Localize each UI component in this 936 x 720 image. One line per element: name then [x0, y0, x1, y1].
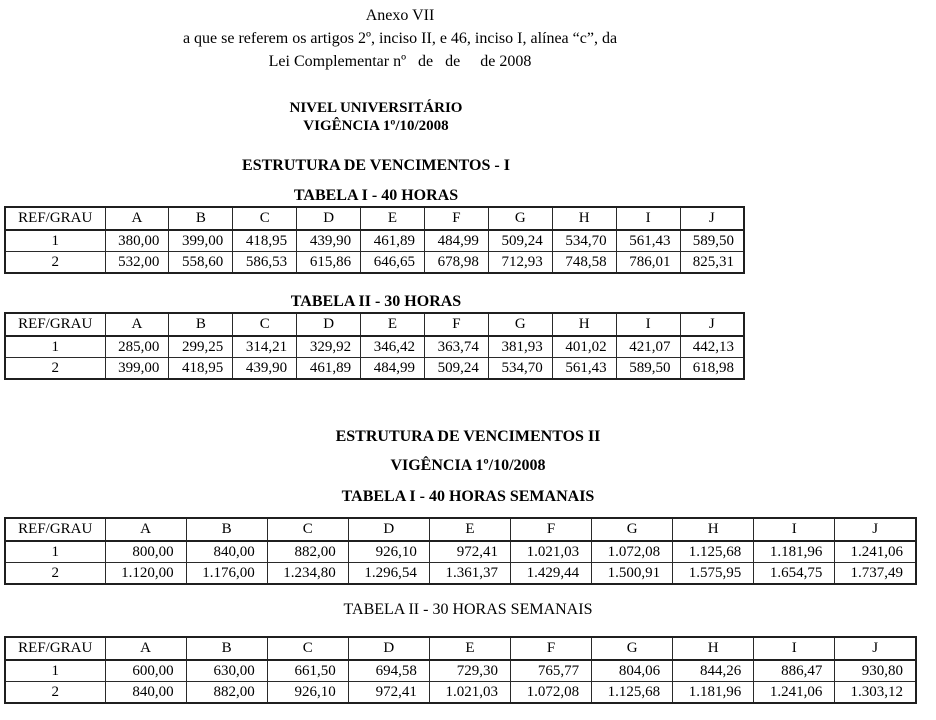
column-header: E: [361, 313, 425, 336]
value-cell: 381,93: [488, 336, 552, 358]
column-header: C: [233, 313, 297, 336]
value-cell: 712,93: [488, 252, 552, 274]
value-cell: 882,00: [267, 541, 348, 563]
column-header: I: [616, 313, 680, 336]
value-cell: 1.021,03: [429, 682, 510, 704]
document-header: [0, 4, 800, 73]
column-header: B: [169, 313, 233, 336]
ref-grau-cell: 2: [5, 563, 105, 585]
value-cell: 418,95: [169, 358, 233, 380]
salary-table-30-horas-semanais: [4, 636, 917, 704]
column-header: J: [680, 313, 744, 336]
value-cell: 1.303,12: [835, 682, 916, 704]
value-cell: 886,47: [754, 660, 835, 682]
column-header: E: [361, 207, 425, 230]
column-header: J: [835, 637, 916, 660]
value-cell: 840,00: [105, 682, 186, 704]
value-cell: 509,24: [488, 230, 552, 252]
value-cell: 1.234,80: [267, 563, 348, 585]
table1-title: TABELA I - 40 HORAS: [293, 187, 459, 204]
column-header: B: [186, 637, 267, 660]
value-cell: 1.021,03: [510, 541, 591, 563]
column-header: D: [348, 518, 429, 541]
value-cell: 586,53: [233, 252, 297, 274]
value-cell: 786,01: [616, 252, 680, 274]
ref-grau-cell: 1: [5, 660, 105, 682]
value-cell: 421,07: [616, 336, 680, 358]
value-cell: 534,70: [488, 358, 552, 380]
value-cell: 630,00: [186, 660, 267, 682]
ref-grau-cell: 2: [5, 252, 105, 274]
column-header: REF/GRAU: [5, 637, 105, 660]
column-header: I: [616, 207, 680, 230]
value-cell: 646,65: [361, 252, 425, 274]
salary-table-40-horas: [4, 206, 745, 274]
column-header: I: [754, 637, 835, 660]
value-cell: 534,70: [552, 230, 616, 252]
table-row: [5, 541, 916, 563]
value-cell: 800,00: [105, 541, 186, 563]
value-cell: 558,60: [169, 252, 233, 274]
column-header: C: [233, 207, 297, 230]
value-cell: 399,00: [169, 230, 233, 252]
value-cell: 442,13: [680, 336, 744, 358]
table2-title: TABELA II - 30 HORAS: [290, 293, 462, 310]
value-cell: 1.429,44: [510, 563, 591, 585]
table-header-row: [5, 637, 916, 660]
value-cell: 509,24: [424, 358, 488, 380]
value-cell: 380,00: [105, 230, 169, 252]
value-cell: 1.072,08: [592, 541, 673, 563]
table-row: [5, 252, 744, 274]
value-cell: 600,00: [105, 660, 186, 682]
column-header: E: [429, 518, 510, 541]
ref-grau-cell: 2: [5, 682, 105, 704]
column-header: B: [169, 207, 233, 230]
column-header: J: [680, 207, 744, 230]
value-cell: 972,41: [429, 541, 510, 563]
value-cell: 844,26: [673, 660, 754, 682]
value-cell: 589,50: [680, 230, 744, 252]
column-header: I: [754, 518, 835, 541]
reference-line: a que se referem os artigos 2º, inciso II, e 46, inciso I, alínea “c”, da: [182, 30, 618, 47]
value-cell: 1.181,96: [673, 682, 754, 704]
column-header: G: [488, 313, 552, 336]
column-header: REF/GRAU: [5, 207, 105, 230]
value-cell: 926,10: [348, 541, 429, 563]
salary-table-40-horas-semanais: [4, 517, 917, 585]
value-cell: 840,00: [186, 541, 267, 563]
value-cell: 561,43: [552, 358, 616, 380]
ref-grau-cell: 1: [5, 541, 105, 563]
column-header: B: [186, 518, 267, 541]
column-header: F: [510, 637, 591, 660]
section2-heading: ESTRUTURA DE VENCIMENTOS II: [335, 428, 601, 445]
value-cell: 1.125,68: [673, 541, 754, 563]
table-header-row: [5, 207, 744, 230]
value-cell: 532,00: [105, 252, 169, 274]
table4-title: TABELA II - 30 HORAS SEMANAIS: [343, 601, 593, 618]
value-cell: 618,98: [680, 358, 744, 380]
value-cell: 765,77: [510, 660, 591, 682]
value-cell: 1.361,37: [429, 563, 510, 585]
value-cell: 1.176,00: [186, 563, 267, 585]
effective-date: VIGÊNCIA 1º/10/2008: [303, 118, 449, 134]
value-cell: 484,99: [361, 358, 425, 380]
ref-grau-cell: 1: [5, 336, 105, 358]
column-header: F: [424, 207, 488, 230]
column-header: H: [673, 637, 754, 660]
table3-title: TABELA I - 40 HORAS SEMANAIS: [341, 488, 595, 505]
table-row: [5, 358, 744, 380]
value-cell: 439,90: [233, 358, 297, 380]
value-cell: 314,21: [233, 336, 297, 358]
value-cell: 461,89: [297, 358, 361, 380]
law-line: Lei Complementar nº de de de 2008: [268, 53, 532, 70]
value-cell: 399,00: [105, 358, 169, 380]
value-cell: 363,74: [424, 336, 488, 358]
value-cell: 285,00: [105, 336, 169, 358]
value-cell: 561,43: [616, 230, 680, 252]
column-header: REF/GRAU: [5, 518, 105, 541]
ref-grau-cell: 1: [5, 230, 105, 252]
value-cell: 1.241,06: [835, 541, 916, 563]
column-header: G: [592, 518, 673, 541]
table-header-row: [5, 313, 744, 336]
column-header: A: [105, 207, 169, 230]
value-cell: 418,95: [233, 230, 297, 252]
value-cell: 484,99: [424, 230, 488, 252]
value-cell: 926,10: [267, 682, 348, 704]
section1-subtitle: ESTRUTURA DE VENCIMENTOS - I: [242, 157, 510, 174]
value-cell: 1.125,68: [592, 682, 673, 704]
column-header: C: [267, 637, 348, 660]
value-cell: 1.120,00: [105, 563, 186, 585]
column-header: G: [592, 637, 673, 660]
value-cell: 882,00: [186, 682, 267, 704]
value-cell: 972,41: [348, 682, 429, 704]
level-title: NIVEL UNIVERSITÁRIO: [289, 100, 463, 116]
table-row: [5, 230, 744, 252]
column-header: E: [429, 637, 510, 660]
value-cell: 299,25: [169, 336, 233, 358]
value-cell: 729,30: [429, 660, 510, 682]
value-cell: 329,92: [297, 336, 361, 358]
value-cell: 1.654,75: [754, 563, 835, 585]
value-cell: 930,80: [835, 660, 916, 682]
column-header: F: [424, 313, 488, 336]
column-header: D: [348, 637, 429, 660]
value-cell: 748,58: [552, 252, 616, 274]
value-cell: 401,02: [552, 336, 616, 358]
column-header: J: [835, 518, 916, 541]
table-row: [5, 336, 744, 358]
column-header: F: [510, 518, 591, 541]
column-header: A: [105, 518, 186, 541]
value-cell: 661,50: [267, 660, 348, 682]
column-header: D: [297, 313, 361, 336]
value-cell: 589,50: [616, 358, 680, 380]
salary-table-30-horas: [4, 312, 745, 380]
ref-grau-cell: 2: [5, 358, 105, 380]
value-cell: 1.181,96: [754, 541, 835, 563]
column-header: REF/GRAU: [5, 313, 105, 336]
value-cell: 1.737,49: [835, 563, 916, 585]
value-cell: 1.296,54: [348, 563, 429, 585]
column-header: C: [267, 518, 348, 541]
value-cell: 461,89: [361, 230, 425, 252]
section1-heading: [0, 99, 752, 135]
table-row: [5, 563, 916, 585]
column-header: D: [297, 207, 361, 230]
column-header: G: [488, 207, 552, 230]
value-cell: 1.575,95: [673, 563, 754, 585]
value-cell: 1.072,08: [510, 682, 591, 704]
column-header: A: [105, 637, 186, 660]
column-header: A: [105, 313, 169, 336]
document-page: [0, 4, 936, 720]
value-cell: 804,06: [592, 660, 673, 682]
table-row: [5, 682, 916, 704]
column-header: H: [673, 518, 754, 541]
column-header: H: [552, 313, 616, 336]
value-cell: 1.241,06: [754, 682, 835, 704]
table-header-row: [5, 518, 916, 541]
value-cell: 678,98: [424, 252, 488, 274]
value-cell: 1.500,91: [592, 563, 673, 585]
column-header: H: [552, 207, 616, 230]
section2-effective-date: VIGÊNCIA 1º/10/2008: [390, 457, 546, 474]
value-cell: 694,58: [348, 660, 429, 682]
table-row: [5, 660, 916, 682]
value-cell: 615,86: [297, 252, 361, 274]
value-cell: 346,42: [361, 336, 425, 358]
value-cell: 825,31: [680, 252, 744, 274]
value-cell: 439,90: [297, 230, 361, 252]
annex-title: Anexo VII: [365, 7, 435, 24]
